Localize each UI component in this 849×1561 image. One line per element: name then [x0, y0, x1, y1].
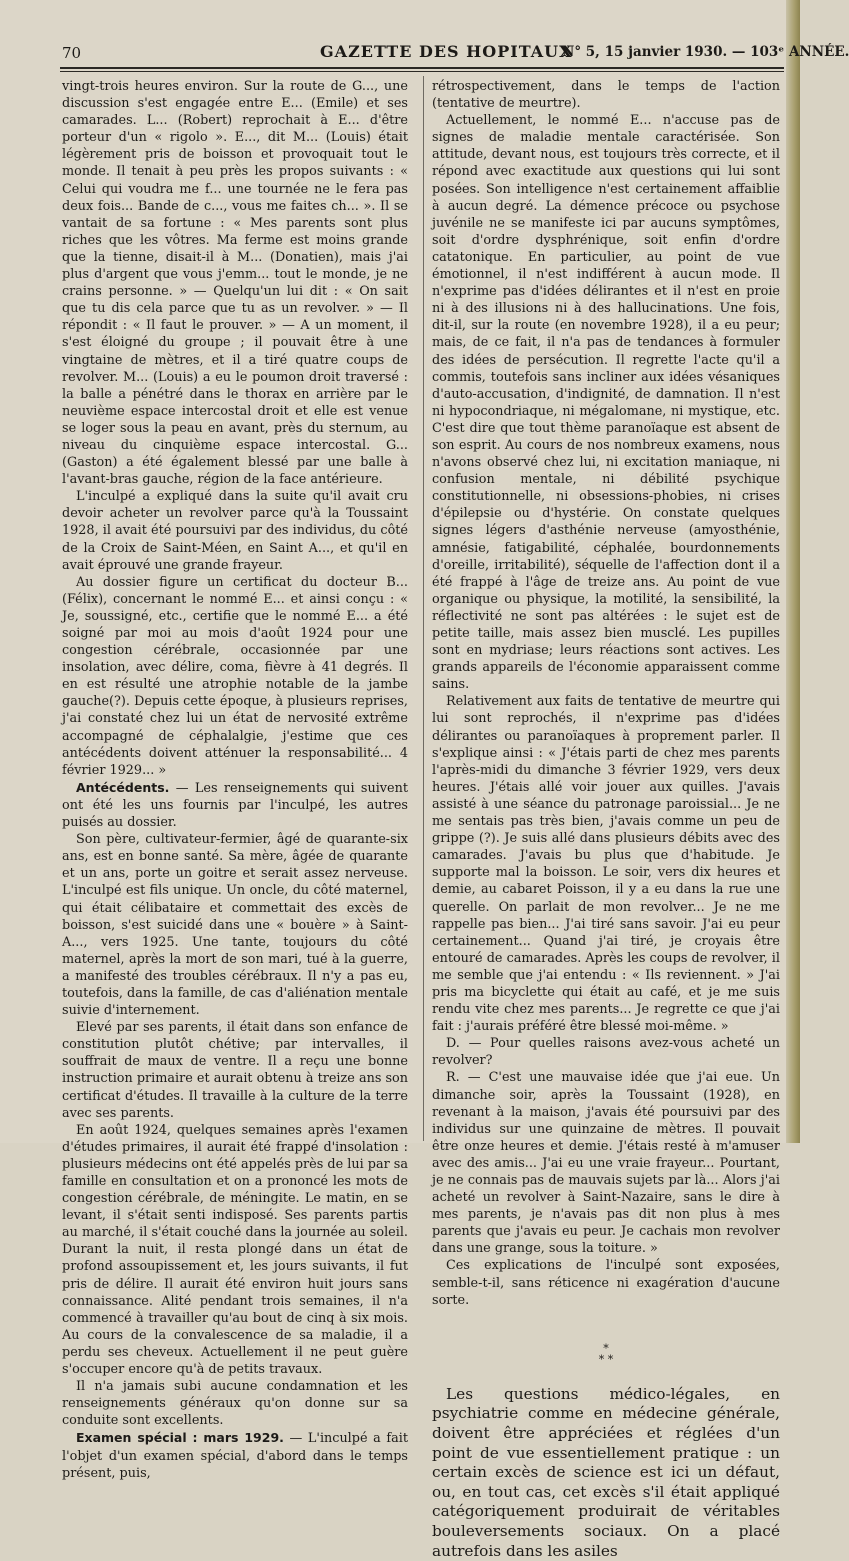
running-header — [62, 42, 849, 64]
page-edge — [786, 0, 800, 1143]
paragraph: R. — C'est une mauvaise idée que j'ai eue. Un dimanche soir, après la Toussaint (1928), en revenant à la maison, j'avais été poursuivi par des individus sur une quinzaine de mètres. Il pouvait être onze heures et demie. J'étais resté à m'amuser avec des amis... J'ai eu une vraie frayeur... Pourtant, je ne connais pas de mauvais sujets par là... Alors j'ai acheté un revolver à Saint-Nazaire, sans le dire à mes parents, je n'avais pas dit non plus à mes parents que j'avais eu peur. Je cachais mon revolver dans une grange, sous la toiture. » — [432, 1070, 780, 1257]
paragraph-text: — Les renseignements qui suivent ont été les uns fournis par l'inculpé, les autres puisés au dossier. — [62, 780, 408, 831]
asterisk-bottom: * * — [598, 1352, 614, 1366]
issue-info: N° 5, 15 janvier 1930. — 103ᵉ ANNÉE. — [562, 44, 849, 60]
paragraph-text: — L'inculpé a fait l'objet d'un examen spécial, d'abord dans le temps présent, puis, — [62, 1431, 408, 1481]
paragraph: L'inculpé a expliqué dans la suite qu'il avait cru devoir acheter un revolver parce qu'à la Toussaint 1928, il avait été poursuivi par des individus, du côté de la Croix de Saint-Méen, en Saint A..., et qu'il en avait éprouvé une grande frayeur. — [62, 489, 408, 573]
paragraph: Il n'a jamais subi aucune condamnation et les renseignements généraux qu'on donne sur sa conduite sont excellents. — [62, 1379, 408, 1429]
header-rule-thin — [60, 71, 784, 72]
left-column — [62, 78, 408, 1481]
paragraph: Ces explications de l'inculpé sont exposées, semble-t-il, sans réticence ni exagération d'aucune sorte. — [432, 1258, 780, 1308]
section-heading: Antécédents. — [76, 779, 170, 795]
header-rule — [60, 67, 784, 69]
paragraph-antecedents — [62, 779, 408, 831]
paragraph-examen — [62, 1429, 408, 1481]
paragraph: Actuellement, le nommé E... n'accuse pas de signes de maladie mentale caractérisée. Son attitude, devant nous, est toujours très correcte, et il répond avec exactitude aux questions qui lui sont posées. Son intelligence n'est certainement affaiblie à aucun degré. La démence précoce ou psychose juvénile ne se manifeste ici par aucuns symptômes, soit d'ordre dysphrénique, soit enfin d'ordre catatonique. En particulier, au point de vue émotionnel, il n'est indifférent à aucun mode. Il n'exprime pas d'idées délirantes et il n'est en proie ni à des illusions ni à des hallucinations. Une fois, dit-il, sur la route (en novembre 1928), il a eu peur; mais, de ce fait, il n'a pas de tendances à formuler des idées de persécution. Il regrette l'acte qu'il a commis, toutefois sans incliner aux idées vésaniques d'auto-accusation, d'indignité, de damnation. Il n'est ni hypocondriaque, ni mégalomane, ni mystique, etc. C'est dire que tout thème paranoïaque est absent de son esprit. Au cours de nos nombreux examens, nous n'avons observé chez lui, ni excitation maniaque, ni confusion mentale, ni débilité psychique constitutionnelle, ni obsessions-phobies, ni crises d'épilepsie ou d'hystérie. On constate quelques signes légers d'asthénie nerveuse (amyosthénie, amnésie, fatigabilité, céphalée, bourdonnements d'oreille, irritabilité), séquelle de l'affection dont il a été frappé à l'âge de treize ans. Au point de vue organique ou physique, la motilité, la sensibilité, la réflectivité ne sont pas altérées : le sujet est de petite taille, mais assez bien musclé. Les pupilles sont en mydriase; leurs réactions sont actives. Les grands appareils de l'économie apparaissent comme sains. — [432, 113, 780, 693]
paragraph: vingt-trois heures environ. Sur la route de G..., une discussion s'est engagée entre E... (Emile) et ses camarades. L... (Robert) reprochait à E... d'être porteur d'un « rigolo ». E..., dit M... (Louis) était légèrement pris de boisson et provoquait tout le monde. Il tenait à peu près les propos suivants : « Celui qui voudra me f... une tournée ne le fera pas deux fois... Bande de c..., vous me faites ch... ». Il se vantait de sa fortune : « Mes parents sont plus riches que les vôtres. Ma ferme est moins grande que la tienne, disait-il à M... (Donatien), mais j'ai plus d'argent que vous j'emm... tout le monde, je ne crains personne. » — Quelqu'un lui dit : « On sait que tu dis cela parce que tu as un revolver. » — Il répondit : « Il faut le prouver. » — A un moment, il s'est éloigné du groupe ; il pouvait être à une vingtaine de mètres, et il a tiré quatre coups de revolver. M... (Louis) a eu le poumon droit traversé : la balle a pénétré dans le thorax en arrière par le neuvième espace intercostal droit et elle est venue se loger sous la peau en avant, près du sternum, au niveau du cinquième espace intercostal. G... (Gaston) a été également blessé par une balle à l'avant-bras gauche, région de la face antérieure. — [62, 79, 408, 488]
paragraph: En août 1924, quelques semaines après l'examen d'études primaires, il aurait été frappé d'insolation : plusieurs médecins ont été appelés près de lui par sa famille en consultation et on a prononcé les mots de congestion cérébrale, de méningite. Le matin, en se levant, il s'était senti indisposé. Ses parents partis au marché, il s'était couché dans la journée au soleil. Durant la nuit, il resta plongé dans un état de profond assoupissement et, les jours suivants, il fut pris de délire. Il aurait été environ huit jours sans connaissance. Alité pendant trois semaines, il n'a commencé à travailler qu'au bout de cinq à six mois. Au cours de la convalescence de sa maladie, il a perdu ses cheveux. Actuellement il ne peut guère s'occuper encore qu'à de petits travaux. — [62, 1122, 408, 1378]
paragraph: rétrospectivement, dans le temps de l'action (tentative de meurtre). — [432, 79, 780, 112]
right-column — [432, 78, 780, 1560]
section-heading: Examen spécial : mars 1929. — [76, 1430, 284, 1446]
paragraph: Son père, cultivateur-fermier, âgé de quarante-six ans, est en bonne santé. Sa mère, âgée de quarante et un ans, porte un goitre et serait assez nerveuse. L'inculpé est fils unique. Un oncle, du côté maternel, qui était célibataire et commettait des excès de boisson, s'est suicidé dans une « bouère » à Saint-A..., vers 1925. Une tante, toujours du côté maternel, après la mort de son mari, tué à la guerre, a manifesté des troubles cérébraux. Il n'y a pas eu, toutefois, dans la famille, de cas d'aliénation mentale suivie d'internement. — [62, 832, 408, 1019]
section-break — [432, 1343, 780, 1365]
column-separator — [423, 76, 424, 1141]
paragraph: Relativement aux faits de tentative de meurtre qui lui sont reprochés, il n'exprime pas d'idées délirantes ou paranoïaques à proprement parler. Il s'explique ainsi : « J'étais parti de chez mes parents l'après-midi du dimanche 3 février 1929, vers deux heures. J'étais allé voir jouer aux quilles. J'avais assisté à une séance du patronage paroissial... Je ne me sentais pas très bien, j'avais comme un peu de grippe (?). Je suis allé dans plusieurs débits avec des camarades. J'avais bu plus que d'habitude. Je supporte mal la boisson. Le soir, vers dix heures et demie, au cabaret Poisson, il y a eu dans la rue une querelle. On parlait de mon revolver... Je ne me rappelle pas bien... J'ai tiré sans savoir. J'ai eu peur certainement... Quand j'ai tiré, je croyais être entouré de camarades. Après les coups de revolver, il me semble que j'ai entendu : « Ils reviennent. » J'ai pris ma bicyclette qui était au café, et je me suis rendu vite chez mes parents... Je regrette ce que j'ai fait : j'aurais préféré être blessé moi-même. » — [432, 694, 780, 1035]
paragraph: Au dossier figure un certificat du docteur B... (Félix), concernant le nommé E... et ainsi conçu : « Je, soussigné, etc., certifie que le nommé E... a été soigné par moi au mois d'août 1924 pour une congestion cérébrale, occasionnée par une insolation, avec délire, coma, fièvre à 41 degrés. Il en est résulté une atrophie notable de la jambe gauche(?). Depuis cette époque, à plusieurs reprises, j'ai constaté chez lui un état de nervosité extrême accompagné de céphalalgie, j'estime que ces antécédents doivent atténuer la responsabilité... 4 février 1929... » — [62, 574, 408, 778]
paragraph: Elevé par ses parents, il était dans son enfance de constitution plutôt chétive; par intervalles, il souffrait de maux de ventre. Il a reçu une bonne instruction primaire et aurait obtenu à treize ans son certificat d'études. Il travaille à la culture de la terre avec ses parents. — [62, 1020, 408, 1121]
paragraph-large: Les questions médico-légales, en psychiatrie comme en médecine générale, doivent être appréciées et réglées d'un point de vue essentiellement pratique : un certain excès de science est ici un défaut, ou, en tout cas, cet excès s'il était appliqué catégoriquement produirait de véritables bouleversements sociaux. On a placé autrefois dans les asiles — [432, 1384, 780, 1560]
journal-title: GAZETTE DES HOPITAUX — [320, 42, 573, 61]
paragraph: D. — Pour quelles raisons avez-vous acheté un revolver? — [432, 1036, 780, 1069]
page-number: 70 — [62, 44, 82, 62]
asterisk-top: * — [603, 1341, 609, 1355]
